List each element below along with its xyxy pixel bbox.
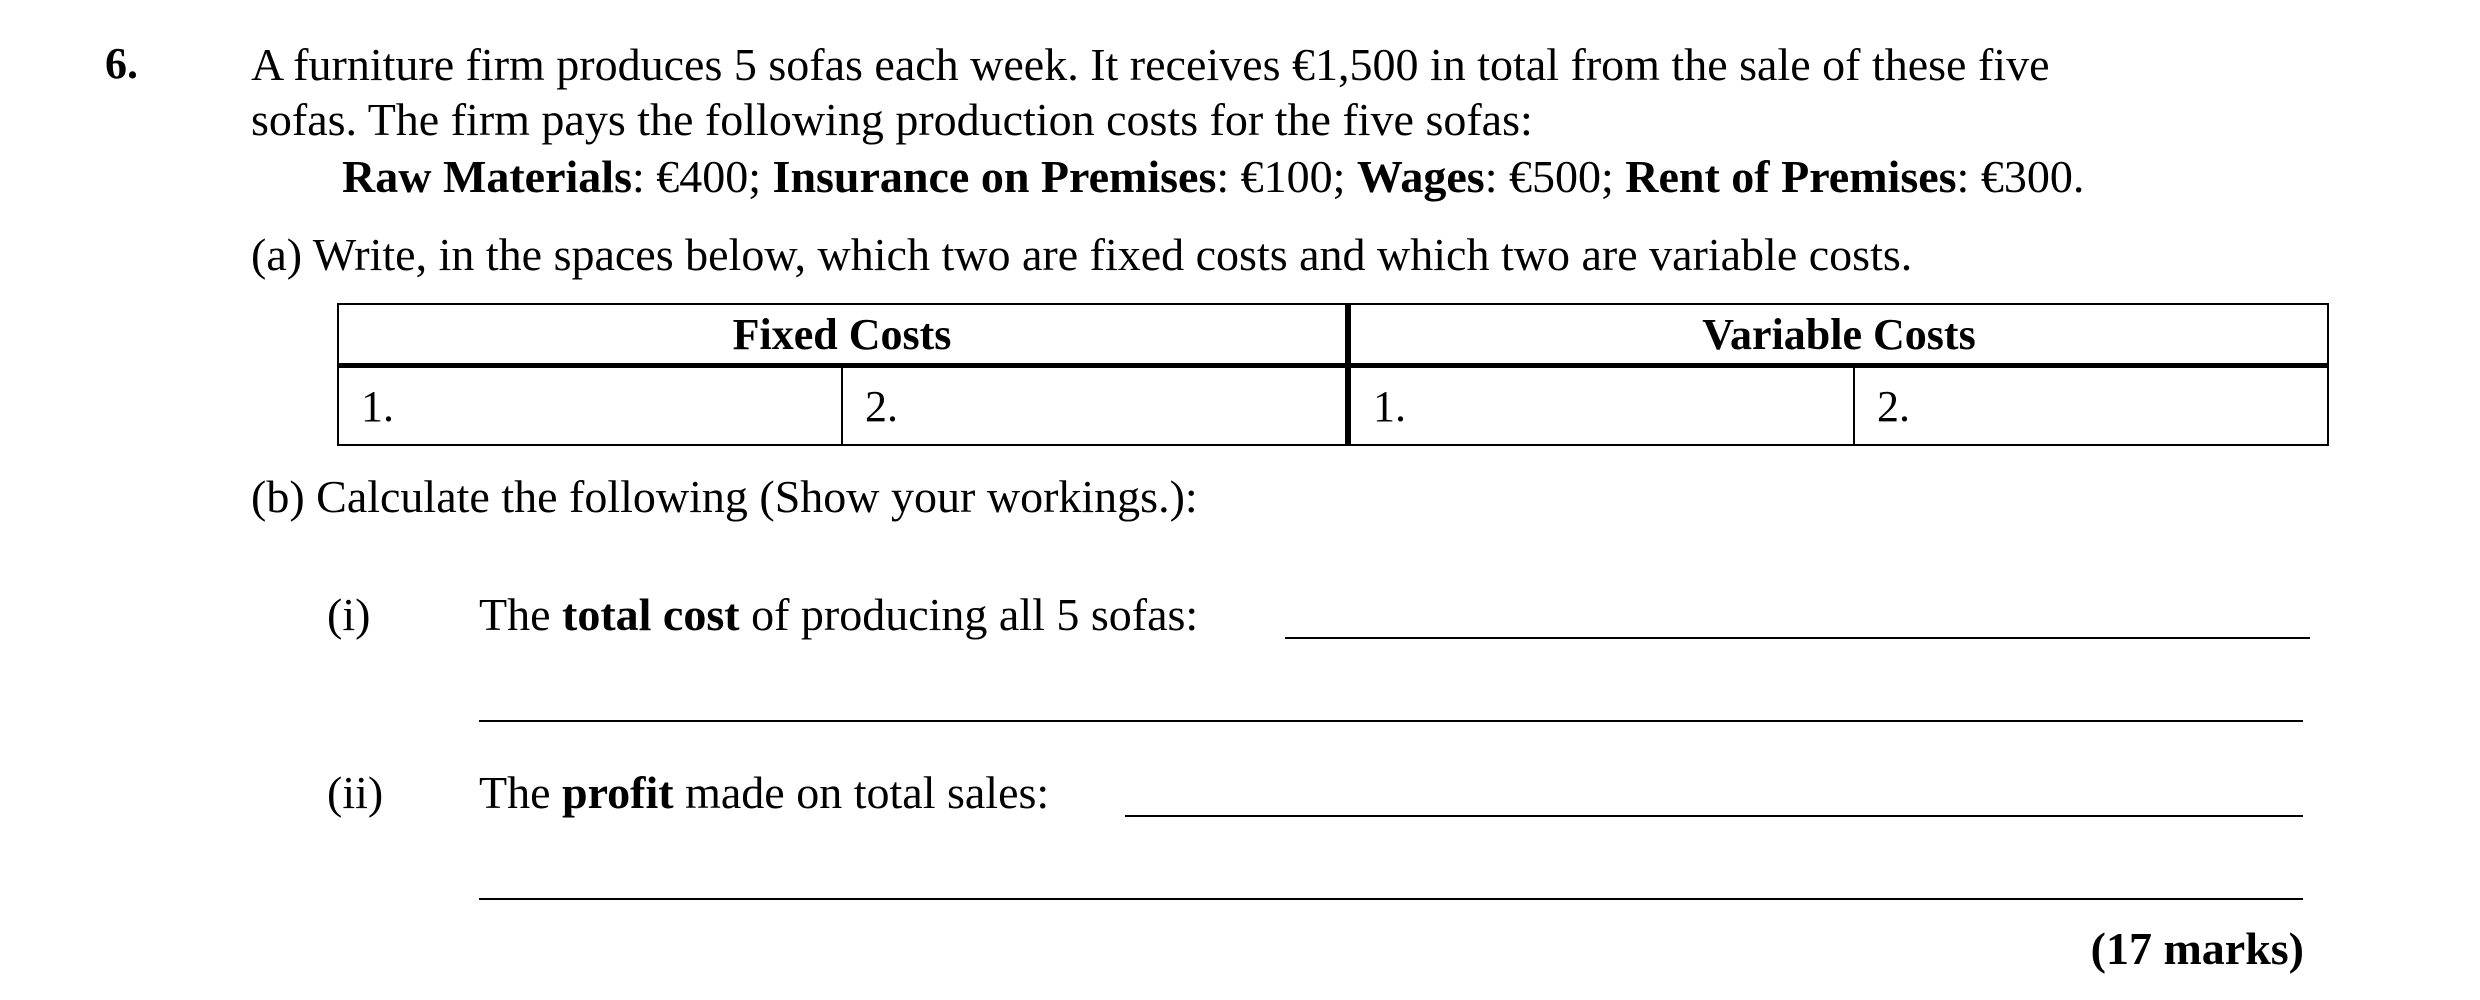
fixed-cost-answer-2[interactable]: 2. (842, 366, 1348, 446)
fixed-cost-answer-1[interactable]: 1. (338, 366, 842, 446)
variable-costs-header: Variable Costs (1348, 304, 2328, 366)
cost-value-rent: : €300. (1956, 151, 2085, 202)
cost-value-insurance: : €100; (1216, 151, 1357, 202)
cost-label-wages: Wages (1356, 151, 1485, 202)
answer-line-ii-1[interactable] (1125, 815, 2303, 817)
part-b-ii-text-bold: profit (562, 767, 674, 818)
part-b-ii-text-post: made on total sales: (673, 767, 1050, 818)
variable-cost-answer-2[interactable]: 2. (1854, 366, 2328, 446)
part-b-ii-text-pre: The (479, 767, 563, 818)
question-number: 6. (105, 39, 138, 88)
answer-line-i-1[interactable] (1285, 637, 2310, 639)
costs-table (337, 303, 2329, 446)
question-intro-line-2: sofas. The firm pays the following production costs for the five sofas: (251, 94, 1533, 145)
cost-value-wages: : €500; (1484, 151, 1626, 202)
answer-line-i-2[interactable] (479, 720, 2303, 722)
part-b-i-text (479, 588, 1198, 641)
cost-value-raw-materials: : €400; (631, 151, 773, 202)
cost-label-rent: Rent of Premises (1625, 151, 1957, 202)
part-b-ii-text (479, 766, 1049, 819)
fixed-costs-header: Fixed Costs (338, 304, 1348, 366)
part-b-i-text-post: of producing all 5 sofas: (739, 589, 1199, 640)
part-b-i-numeral: (i) (327, 589, 371, 640)
part-b-i-text-pre: The (479, 589, 563, 640)
variable-cost-answer-1[interactable]: 1. (1348, 366, 1854, 446)
marks-total: (17 marks) (2090, 923, 2304, 974)
part-b-i-text-bold: total cost (562, 589, 740, 640)
part-b-ii-numeral: (ii) (327, 767, 384, 818)
answer-line-ii-2[interactable] (479, 898, 2303, 900)
costs-table-answer-row (338, 366, 2328, 446)
cost-list (342, 150, 2084, 203)
part-a-prompt: (a) Write, in the spaces below, which two are fixed costs and which two are variable costs. (251, 229, 1913, 280)
part-b-prompt: (b) Calculate the following (Show your workings.): (251, 471, 1198, 522)
costs-table-header-row (338, 304, 2328, 366)
cost-label-raw-materials: Raw Materials (342, 151, 632, 202)
cost-label-insurance: Insurance on Premises (772, 151, 1217, 202)
question-intro-line-1: A furniture firm produces 5 sofas each week. It receives €1,500 in total from the sale of these five (251, 39, 2050, 90)
